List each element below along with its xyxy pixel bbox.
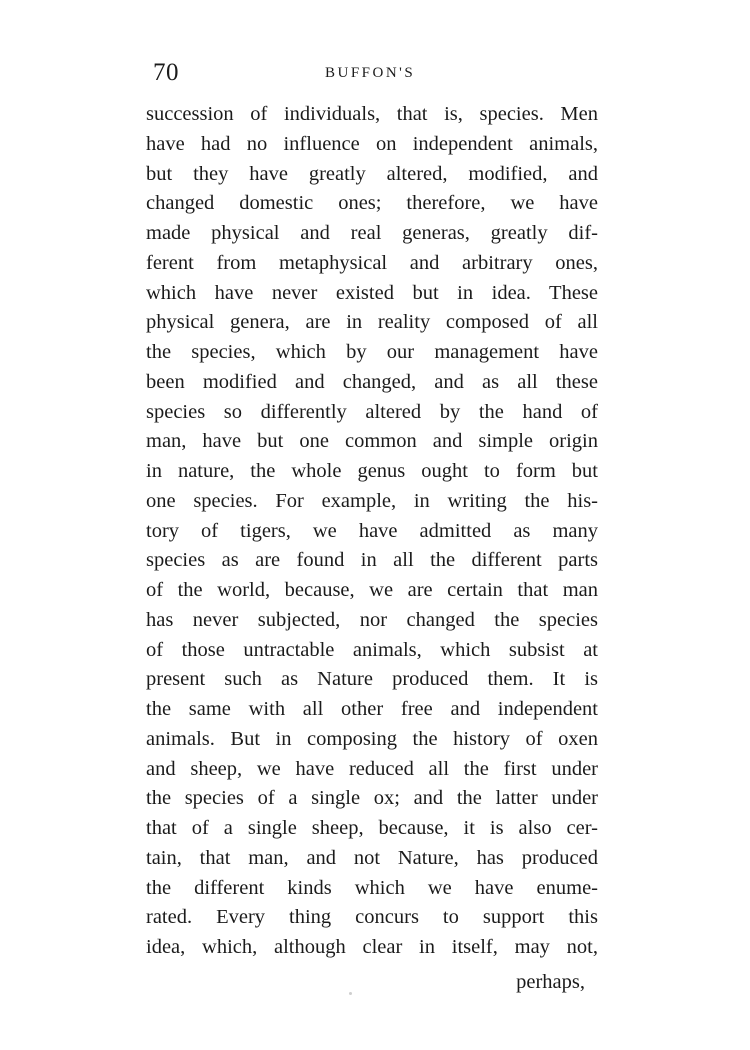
text-line: changed domestic ones; therefore, we have [146,192,598,215]
body-text [146,100,598,963]
text-line: which have never existed but in idea. These [146,281,598,304]
text-line: and sheep, we have reduced all the first under [146,757,598,780]
text-line: been modified and changed, and as all these [146,370,598,393]
text-line: one species. For example, in writing the his- [146,489,598,512]
text-line: idea, which, although clear in itself, may not, [146,936,598,958]
text-line: the same with all other free and independent [146,698,598,720]
text-line: the species, which by our management have [146,341,598,363]
catchword: perhaps, [516,971,585,993]
text-line: that of a single sheep, because, it is also cer- [146,817,598,839]
text-line: rated. Every thing concurs to support this [146,906,598,929]
text-line: have had no influence on independent animals, [146,132,598,155]
paper-speck [349,992,352,995]
text-line: species as are found in all the different parts [146,549,598,572]
text-line: of those untractable animals, which subsist at [146,638,598,661]
text-line: ferent from metaphysical and arbitrary ones, [146,251,598,274]
text-line: man, have but one common and simple origin [146,430,598,453]
text-line: the species of a single ox; and the latter under [146,787,598,810]
running-head: BUFFON'S [325,65,416,81]
text-line: physical genera, are in reality composed of all [146,311,598,334]
text-line: in nature, the whole genus ought to form but [146,460,598,482]
text-line: species so differently altered by the hand of [146,400,598,423]
text-line: tain, that man, and not Nature, has produced [146,846,598,869]
text-line: the different kinds which we have enume- [146,876,598,899]
text-line: succession of individuals, that is, species. Men [146,103,598,125]
text-line: present such as Nature produced them. It is [146,668,598,691]
text-line: tory of tigers, we have admitted as many [146,519,598,542]
text-line: made physical and real generas, greatly dif- [146,222,598,244]
text-line: of the world, because, we are certain that man [146,579,598,601]
text-line: but they have greatly altered, modified, and [146,162,598,185]
page-number: 70 [153,59,179,86]
text-line: has never subjected, nor changed the species [146,608,598,631]
text-line: animals. But in composing the history of oxen [146,727,598,750]
